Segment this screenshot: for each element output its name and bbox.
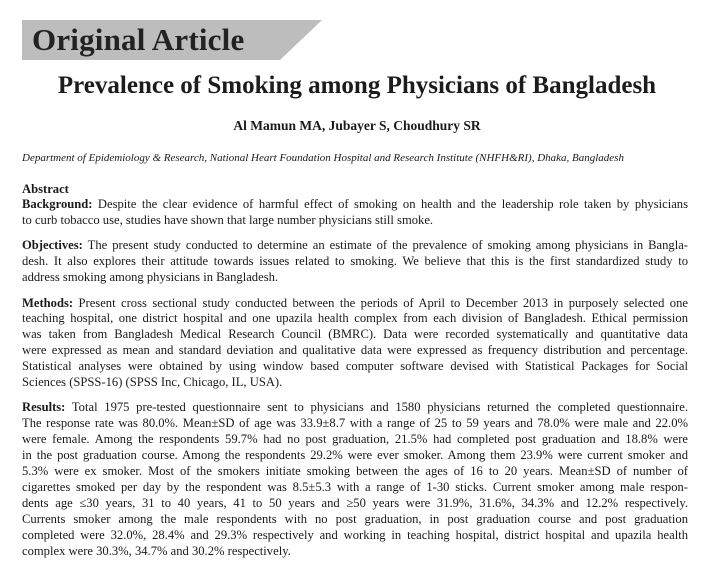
- abstract-line: [22, 400, 688, 416]
- section-text: Despite the clear evidence of harmful effect of smoking on health and the leadership role taken by physicians: [92, 197, 688, 211]
- abstract-line: [22, 327, 688, 343]
- abstract-line: [22, 480, 688, 496]
- abstract-line: [22, 296, 688, 312]
- abstract-line: [22, 432, 688, 448]
- abstract-line: [22, 496, 688, 512]
- section-text: Total 1975 pre-tested questionnaire sent to physicians and 1580 physicians returned the completed questionnaire.: [65, 400, 688, 415]
- section-label: Objectives:: [22, 238, 83, 253]
- abstract-line: [22, 311, 688, 327]
- section-text: Sciences (SPSS-16) (SPSS Inc, Chicago, IL, USA).: [22, 375, 283, 390]
- section-label: Background:: [22, 197, 93, 211]
- article-title: Prevalence of Smoking among Physicians of Bangladesh: [57, 72, 657, 99]
- section-text: cigarettes smoked per day by the respondent was 8.5±5.3 with a range of 1-30 sticks. Current smoker among male respon-: [22, 480, 688, 494]
- section-text: address smoking among physicians in Bangladesh.: [22, 270, 279, 285]
- article-type-banner: [22, 20, 322, 60]
- abstract-section-results: [22, 400, 688, 559]
- abstract-line: [22, 270, 688, 286]
- abstract-line: [22, 512, 688, 528]
- abstract-line: [22, 416, 688, 432]
- section-text: complex were 30.3%, 34.7% and 30.2% respectively.: [22, 543, 291, 558]
- abstract-line: [22, 544, 688, 560]
- abstract-section-methods: [22, 296, 688, 391]
- section-text: were female. Among the respondents 59.7% had no post graduation, 21.5% had completed post graduation and 18.8% were: [22, 432, 688, 447]
- section-text: completed were 32.0%, 28.4% and 29.3% respectively and working in teaching hospital, district hospital and upazila health: [22, 527, 688, 542]
- section-text: in the post graduation course. Among the respondents 29.2% were ever smoker. Among them 23.9% were current smoker and: [22, 448, 688, 463]
- abstract-section-background: [22, 197, 688, 229]
- abstract-line: [22, 375, 688, 391]
- abstract-line: [22, 359, 688, 375]
- abstract-line: [22, 448, 688, 464]
- section-label: Results:: [22, 400, 66, 415]
- article-authors: Al Mamun MA, Jubayer S, Choudhury SR: [233, 118, 481, 133]
- abstract-sections: [22, 197, 688, 560]
- abstract-section-objectives: [22, 238, 688, 286]
- abstract-heading: Abstract: [22, 182, 69, 196]
- abstract-line: [22, 528, 688, 544]
- section-text: Present cross sectional study conducted between the periods of April to December 2013 in purposely selected one: [73, 295, 688, 310]
- section-text: was taken from Bangladesh Medical Research Council (BMRC). Data were recorded systematically and quantitative data: [22, 327, 688, 342]
- abstract-line: [22, 254, 688, 270]
- abstract-line: [22, 197, 688, 213]
- abstract: [22, 182, 688, 569]
- abstract-line: [22, 238, 688, 254]
- section-text: dents age ≤30 years, 31 to 40 years, 41 to 50 years and ≥50 years were 31.9%, 31.6%, 34.3% and 12.2% respectively.: [22, 495, 688, 510]
- abstract-line: [22, 464, 688, 480]
- section-text: The present study conducted to determine an estimate of the prevalence of smoking among physicians in Bangla-: [82, 238, 688, 253]
- abstract-line: [22, 213, 688, 229]
- section-label: Methods:: [22, 295, 74, 310]
- section-text: The response rate was 80.0%. Mean±SD of age was 33.9±8.7 with a range of 25 to 59 years and 78.0% were male and 22.0%: [22, 416, 688, 431]
- section-text: Statistical analyses were obtained by using window based computer software devised with Statistical Packages for Social: [22, 359, 688, 374]
- section-text: desh. It also explores their attitude towards issues related to smoking. We believe that this is the first standardized study to: [22, 254, 688, 269]
- section-text: were expressed as mean and standard deviation and qualitative data were expressed as frequency distribution and percentage.: [22, 343, 688, 358]
- section-text: teaching hospital, one district hospital and one upazila health complex from each division of Bangladesh. Ethical permission: [22, 311, 688, 326]
- section-text: to curb tobacco use, studies have shown that large number physicians still smoke.: [22, 212, 434, 227]
- section-text: Currents smoker among the male respondents with no post graduation, in post graduation course and post graduation: [22, 511, 688, 526]
- article-affiliation: Department of Epidemiology & Research, National Heart Foundation Hospital and Research Institute (NHFH&RI), Dhaka, Bangladesh: [22, 152, 624, 164]
- banner-label: Original Article: [32, 22, 245, 57]
- section-text: 5.3% were ex smoker. Most of the smokers initiate smoking between the ages of 16 to 20 years. Mean±SD of number of: [22, 464, 688, 479]
- abstract-line: [22, 343, 688, 359]
